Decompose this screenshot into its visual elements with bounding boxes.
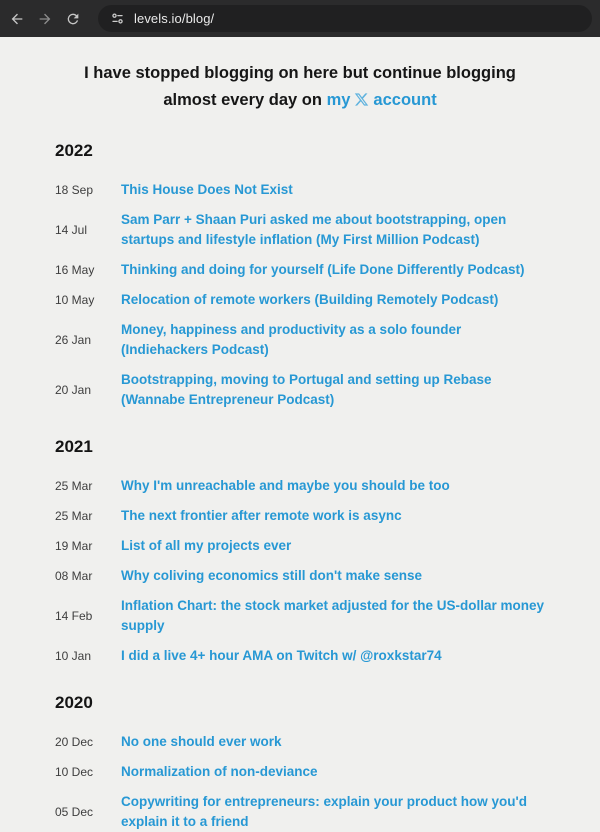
- post-date: 05 Dec: [55, 805, 94, 820]
- post-date: 25 Mar: [55, 509, 93, 524]
- post-row: [55, 732, 545, 752]
- post-row: [55, 320, 545, 360]
- post-date: 20 Dec: [55, 735, 94, 750]
- year-heading-2020: 2020: [55, 693, 93, 713]
- x-link-text-before: my: [326, 91, 351, 110]
- reload-button[interactable]: [60, 6, 86, 32]
- post-link[interactable]: Bootstrapping, moving to Portugal and setting up Rebase (Wannabe Entrepreneur Podcast): [121, 372, 492, 408]
- post-sections: [55, 141, 545, 832]
- post-date: 10 Jan: [55, 649, 92, 664]
- x-logo-icon: [354, 92, 369, 107]
- post-date: 10 Dec: [55, 765, 94, 780]
- post-date: 10 May: [55, 293, 95, 308]
- page-title-text: I have stopped blogging on here but continue blogging almost every day on: [84, 64, 516, 110]
- post-link[interactable]: Sam Parr + Shaan Puri asked me about bootstrapping, open startups and lifestyle inflation (My First Million Podcast): [121, 212, 507, 248]
- reload-icon: [65, 11, 81, 27]
- forward-arrow-icon: [37, 11, 53, 27]
- post-link[interactable]: Thinking and doing for yourself (Life Done Differently Podcast): [121, 262, 525, 278]
- post-date: 14 Feb: [55, 609, 93, 624]
- x-link-text-after: account: [373, 91, 437, 110]
- post-link[interactable]: This House Does Not Exist: [121, 182, 293, 198]
- post-link[interactable]: The next frontier after remote work is async: [121, 508, 402, 524]
- post-link[interactable]: Why I'm unreachable and maybe you should be too: [121, 478, 450, 494]
- post-row: [55, 260, 545, 280]
- blog-page: [0, 37, 600, 832]
- post-link[interactable]: Inflation Chart: the stock market adjusted for the US-dollar money supply: [121, 598, 545, 634]
- post-link[interactable]: I did a live 4+ hour AMA on Twitch w/ @roxkstar74: [121, 648, 442, 664]
- post-date: 14 Jul: [55, 223, 88, 238]
- year-heading-2021: 2021: [55, 437, 93, 457]
- post-row: [55, 646, 545, 666]
- post-row: [55, 762, 545, 782]
- post-row: [55, 210, 545, 250]
- post-date: 19 Mar: [55, 539, 93, 554]
- post-row: [55, 290, 545, 310]
- post-date: 25 Mar: [55, 479, 93, 494]
- post-row: [55, 596, 545, 636]
- url-text: levels.io/blog/: [134, 11, 215, 26]
- post-date: 18 Sep: [55, 183, 94, 198]
- x-account-link[interactable]: [327, 91, 437, 109]
- post-row: [55, 792, 545, 832]
- site-settings-icon[interactable]: [110, 11, 125, 26]
- back-arrow-icon: [9, 11, 25, 27]
- post-link[interactable]: Money, happiness and productivity as a solo founder (Indiehackers Podcast): [121, 322, 462, 358]
- address-bar[interactable]: [98, 5, 592, 32]
- post-link[interactable]: Copywriting for entrepreneurs: explain your product how you'd explain it to a friend: [121, 794, 527, 830]
- post-row: [55, 370, 545, 410]
- post-link[interactable]: Why coliving economics still don't make sense: [121, 568, 423, 584]
- post-row: [55, 180, 545, 200]
- post-row: [55, 566, 545, 586]
- page-title: [84, 60, 516, 114]
- browser-toolbar: [0, 0, 600, 37]
- post-link[interactable]: Relocation of remote workers (Building Remotely Podcast): [121, 292, 499, 308]
- post-row: [55, 476, 545, 496]
- post-date: 20 Jan: [55, 383, 92, 398]
- year-heading-2022: 2022: [55, 141, 93, 161]
- post-row: [55, 536, 545, 556]
- post-date: 26 Jan: [55, 333, 92, 348]
- post-row: [55, 506, 545, 526]
- post-link[interactable]: Normalization of non-deviance: [121, 764, 318, 780]
- back-button[interactable]: [4, 6, 30, 32]
- post-link[interactable]: No one should ever work: [121, 734, 282, 750]
- post-date: 16 May: [55, 263, 95, 278]
- post-link[interactable]: List of all my projects ever: [121, 538, 292, 554]
- forward-button[interactable]: [32, 6, 58, 32]
- post-date: 08 Mar: [55, 569, 93, 584]
